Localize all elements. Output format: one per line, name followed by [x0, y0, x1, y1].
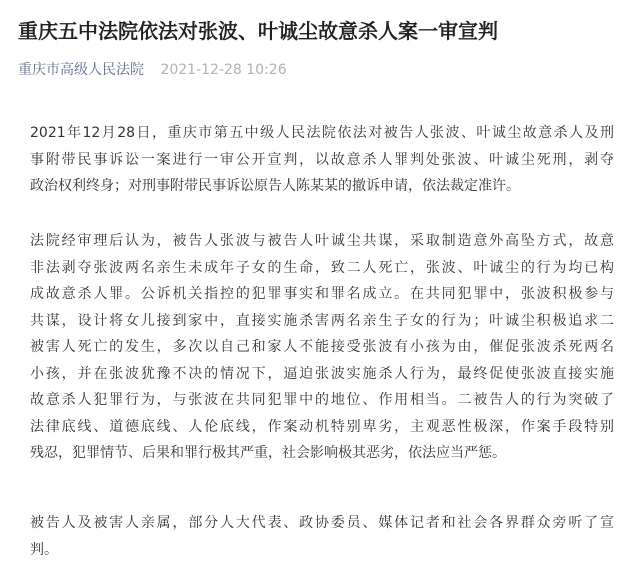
account-name-link[interactable]: 重庆市高级人民法院 [18, 62, 144, 78]
article-meta [18, 60, 287, 80]
text-line: 故意杀人犯罪行为，与张波在共同犯罪中的地位、作用相当。二被告人的行为突破了 [30, 392, 614, 408]
text-line: 事附带民事诉讼一案进行一审公开宣判，以故意杀人罪判处张波、叶诚尘死刑，剥夺 [30, 151, 614, 168]
text-line: 共谋，设计将女儿接到家中，直接实施杀害两名亲生子女的行为；叶诚尘积极追求二 [30, 312, 614, 329]
text-line: 政治权利终身；对刑事附带民事诉讼原告人陈某某的撤诉申请，依法裁定准许。 [30, 178, 520, 194]
paragraph-court-findings [30, 228, 614, 467]
text-line: 2021年12月28日，重庆市第五中级人民法院依法对被告人张波、叶诚尘故意杀人及刑 [30, 125, 614, 141]
text-line: 成故意杀人罪。公诉机关指控的犯罪事实和罪名成立。在共同犯罪中，张波积极参与 [30, 286, 614, 302]
text-line: 残忍，犯罪情节、后果和罪行极其严重，社会影响极其恶劣，依法应当严惩。 [30, 445, 506, 461]
text-line: 非法剥夺张波两名亲生未成年子女的生命，致二人死亡，张波、叶诚尘的行为均已构 [30, 259, 614, 276]
text-line: 法律底线、道德底线、人伦底线，作案动机特别卑劣，主观恶性极深，作案手段特别 [30, 418, 614, 435]
text-line: 被告人及被害人亲属，部分人大代表、政协委员、媒体记者和社会各界群众旁听了宣 [30, 515, 614, 531]
text-line: 法院经审理后认为，被告人张波与被告人叶诚尘共谋，采取制造意外高坠方式，故意 [30, 233, 614, 249]
paragraph-verdict [30, 120, 614, 200]
text-line: 小孩，并在张波犹豫不决的情况下，逼迫张波实施杀人行为，最终促使张波直接实施 [30, 365, 614, 382]
publish-date: 2021-12-28 10:26 [160, 62, 287, 78]
text-line: 被害人死亡的发生，多次以自己和家人不能接受张波有小孩为由，催促张波杀死两名 [30, 339, 614, 355]
paragraph-attendees [30, 510, 614, 563]
text-line: 判。 [30, 541, 58, 558]
article-title: 重庆五中法院依法对张波、叶诚尘故意杀人案一审宣判 [18, 19, 498, 43]
